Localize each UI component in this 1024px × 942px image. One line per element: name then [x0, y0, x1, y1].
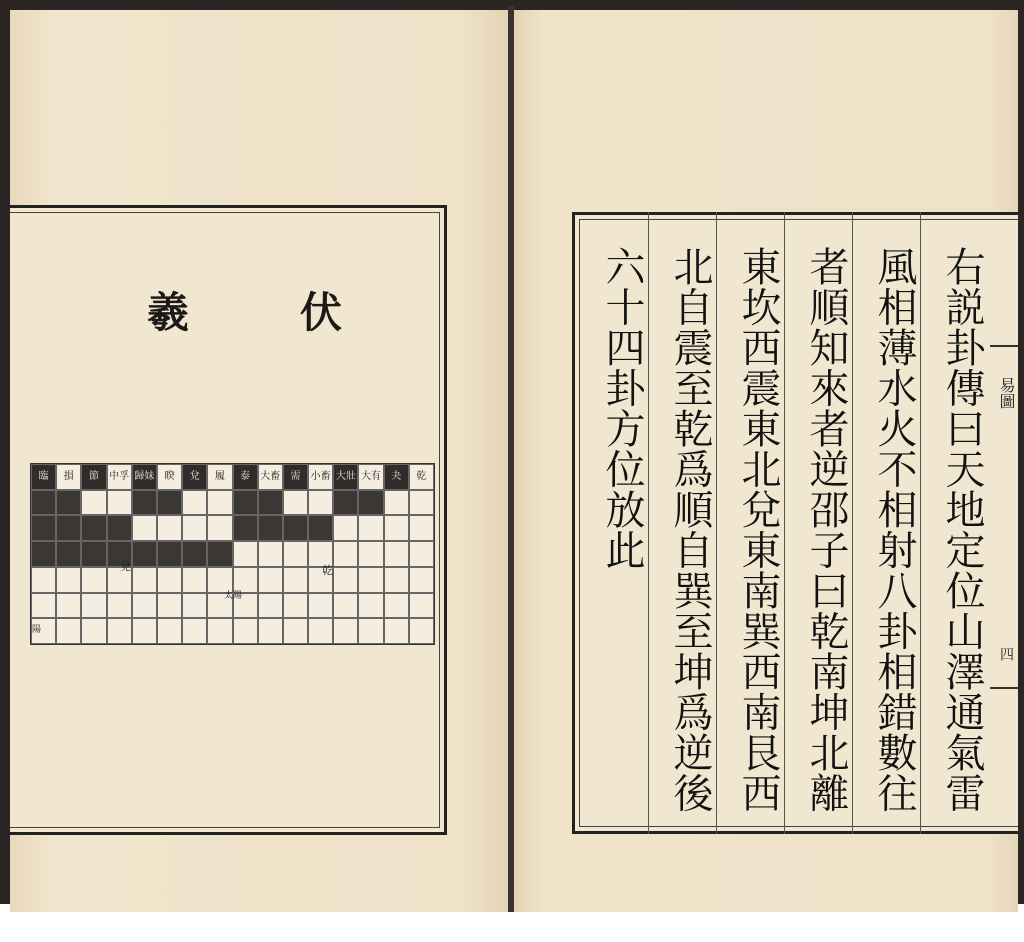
hexagram-line-cell: [384, 618, 409, 644]
hexagram-line-cell: [233, 541, 258, 567]
hexagram-header-cell: 臨: [31, 464, 56, 490]
hexagram-line-cell: [31, 515, 56, 541]
hexagram-line-cell: [182, 567, 207, 593]
hexagram-header-cell: 大畜: [258, 464, 283, 490]
hexagram-line-cell: [384, 593, 409, 619]
text-column-4: 東坎西震東北兌東南巽西南艮西: [735, 246, 781, 813]
hexagram-line-cell: [409, 567, 434, 593]
hexagram-line-cell: [409, 515, 434, 541]
hexagram-line-cell: [182, 618, 207, 644]
hexagram-line-cell: [182, 515, 207, 541]
hexagram-line-cell: [157, 541, 182, 567]
hexagram-header-cell: 兌: [182, 464, 207, 490]
hexagram-line-cell: [56, 490, 81, 516]
hexagram-line-cell: [182, 593, 207, 619]
hexagram-header-cell: 泰: [233, 464, 258, 490]
hexagram-line-cell: [81, 593, 106, 619]
grid-label-dui: 兌: [120, 560, 131, 573]
hexagram-line-cell: [283, 567, 308, 593]
right-side-tab: [990, 345, 1018, 689]
hexagram-line-cell: [132, 593, 157, 619]
hexagram-line-cell: [107, 515, 132, 541]
hexagram-line-cell: [409, 618, 434, 644]
hexagram-line-cell: [333, 567, 358, 593]
text-column-5: 北自震至乾爲順自巽至坤爲逆後: [667, 246, 713, 813]
hexagram-header-cell: 大有: [358, 464, 383, 490]
text-column-3: 者順知來者逆邵子曰乾南坤北離: [803, 246, 849, 813]
hexagram-line-cell: [157, 515, 182, 541]
hexagram-header-cell: 睽: [157, 464, 182, 490]
hexagram-grid: [30, 463, 435, 645]
hexagram-line-cell: [384, 515, 409, 541]
text-column-2: 風相薄水火不相射八卦相錯數往: [871, 246, 917, 813]
book-gutter: [508, 6, 514, 912]
grid-label-taiyang: 太陽: [224, 591, 243, 601]
grid-label-yang: 陽: [32, 625, 42, 635]
hexagram-line-cell: [308, 515, 333, 541]
hexagram-header-cell: 夬: [384, 464, 409, 490]
hexagram-header-cell: 履: [207, 464, 232, 490]
hexagram-line-cell: [258, 490, 283, 516]
hexagram-header-cell: 中孚: [107, 464, 132, 490]
hexagram-line-cell: [81, 541, 106, 567]
right-page-number: 四: [998, 647, 1014, 661]
hexagram-line-cell: [31, 567, 56, 593]
hexagram-line-cell: [283, 618, 308, 644]
hexagram-line-cell: [81, 490, 106, 516]
hexagram-line-cell: [333, 541, 358, 567]
hexagram-line-cell: [132, 490, 157, 516]
hexagram-line-cell: [358, 567, 383, 593]
hexagram-line-cell: [207, 541, 232, 567]
hexagram-line-cell: [384, 490, 409, 516]
hexagram-line-cell: [283, 490, 308, 516]
hexagram-line-cell: [358, 593, 383, 619]
hexagram-line-cell: [182, 490, 207, 516]
hexagram-line-cell: [333, 490, 358, 516]
hexagram-line-cell: [157, 618, 182, 644]
hexagram-header-cell: 乾: [409, 464, 434, 490]
hexagram-line-cell: [409, 541, 434, 567]
hexagram-line-cell: [31, 541, 56, 567]
hexagram-line-cell: [182, 541, 207, 567]
hexagram-header-cell: 小畜: [308, 464, 333, 490]
hexagram-line-cell: [233, 515, 258, 541]
hexagram-line-cell: [207, 490, 232, 516]
hexagram-line-cell: [132, 567, 157, 593]
hexagram-line-cell: [56, 567, 81, 593]
hexagram-line-cell: [308, 593, 333, 619]
hexagram-header-cell: 損: [56, 464, 81, 490]
hexagram-line-cell: [333, 593, 358, 619]
hexagram-line-cell: [233, 490, 258, 516]
hexagram-line-cell: [132, 515, 157, 541]
hexagram-line-cell: [358, 618, 383, 644]
hexagram-line-cell: [81, 567, 106, 593]
hexagram-line-cell: [233, 618, 258, 644]
hexagram-line-cell: [333, 515, 358, 541]
hexagram-line-cell: [81, 515, 106, 541]
hexagram-line-cell: [157, 490, 182, 516]
hexagram-line-cell: [409, 593, 434, 619]
hexagram-line-cell: [258, 593, 283, 619]
hexagram-line-cell: [358, 541, 383, 567]
hexagram-line-cell: [283, 541, 308, 567]
hexagram-line-cell: [31, 490, 56, 516]
hexagram-line-cell: [384, 541, 409, 567]
hexagram-header-cell: 節: [81, 464, 106, 490]
hexagram-line-cell: [157, 567, 182, 593]
hexagram-line-cell: [258, 515, 283, 541]
text-column-6: 六十四卦方位放此: [599, 246, 645, 570]
hexagram-line-cell: [132, 618, 157, 644]
hexagram-line-cell: [132, 541, 157, 567]
title-char-xi: 羲: [141, 290, 190, 332]
hexagram-line-cell: [308, 490, 333, 516]
hexagram-line-cell: [283, 593, 308, 619]
hexagram-header-cell: 需: [283, 464, 308, 490]
hexagram-line-cell: [258, 567, 283, 593]
hexagram-header-cell: 歸妹: [132, 464, 157, 490]
hexagram-line-cell: [308, 618, 333, 644]
hexagram-line-cell: [56, 618, 81, 644]
hexagram-line-cell: [358, 515, 383, 541]
hexagram-line-cell: [258, 618, 283, 644]
title-char-fu: 伏: [294, 290, 343, 332]
hexagram-line-cell: [409, 490, 434, 516]
hexagram-line-cell: [107, 593, 132, 619]
grid-label-qian: 乾: [322, 564, 333, 577]
hexagram-line-cell: [207, 515, 232, 541]
hexagram-line-cell: [56, 541, 81, 567]
hexagram-line-cell: [56, 593, 81, 619]
hexagram-line-cell: [31, 593, 56, 619]
text-column-1: 右説卦傳曰天地定位山澤通氣雷: [939, 246, 985, 813]
hexagram-line-cell: [81, 618, 106, 644]
hexagram-line-cell: [333, 618, 358, 644]
hexagram-header-cell: 大壯: [333, 464, 358, 490]
hexagram-line-cell: [207, 618, 232, 644]
hexagram-line-cell: [107, 490, 132, 516]
hexagram-line-cell: [358, 490, 383, 516]
hexagram-line-cell: [107, 618, 132, 644]
right-side-label: 易圖: [997, 377, 1016, 409]
hexagram-line-cell: [258, 541, 283, 567]
hexagram-line-cell: [56, 515, 81, 541]
hexagram-line-cell: [283, 515, 308, 541]
hexagram-line-cell: [384, 567, 409, 593]
hexagram-line-cell: [157, 593, 182, 619]
